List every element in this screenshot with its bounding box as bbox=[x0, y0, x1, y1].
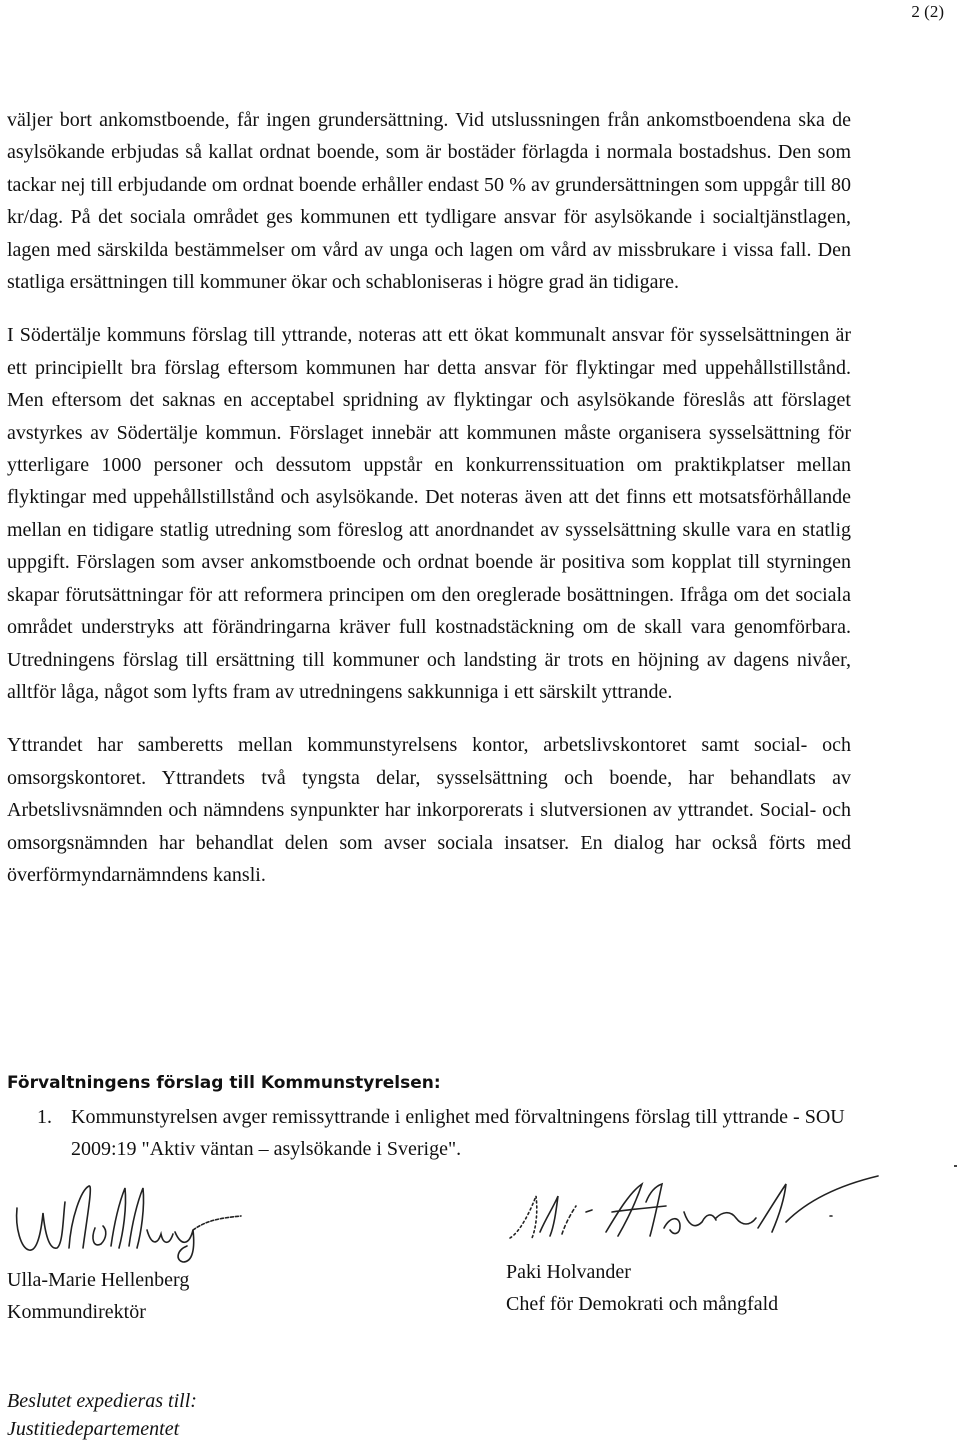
paragraph-1: väljer bort ankomstboende, får ingen grundersättning. Vid utslussningen från ankomstboendena ska de asylsökande erbjudas så kallat ordnat boende, som är bostäder förlagda i normala bostadshus. Den som tackar nej till erbjudande om ordnat boende erhåller endast 50 % av grundersättningen som uppgår till 80 kr/dag. På det sociala området ges kommunen ett tydligare ansvar för asylsökande i socialtjänstlagen, lagen med särskilda bestämmelser om vård av unga och lagen om vård av missbrukare i vissa fall. Den statliga ersättningen till kommuner ökar och schabloniseras i högre grad än tidigare. bbox=[7, 109, 851, 294]
page-number: 2 (2) bbox=[911, 2, 944, 21]
document-body bbox=[7, 104, 851, 912]
proposal-list bbox=[7, 1101, 851, 1165]
proposal-heading: Förvaltningens förslag till Kommunstyrelsen: bbox=[7, 1073, 441, 1093]
signatory-title-right: Chef för Demokrati och mångfald bbox=[506, 1293, 779, 1315]
paragraph-2: I Södertälje kommuns förslag till yttrande, noteras att ett ökat kommunalt ansvar för sysselsättningen är ett principiellt bra förslag eftersom kommunen har detta ansvar för flyktingar med uppehållstillstånd. Men eftersom det saknas en acceptabel spridning av flyktingar och asylsökande föreslås att förslaget avstyrkes av Södertälje kommun. Förslaget innebär att kommunen måste organisera sysselsättning för ytterligare 1000 personer och dessutom uppstår en konkurrenssituation om praktikplatser mellan flyktingar med uppehållstillstånd och asylsökande. Det noteras även att det finns ett motsatsförhållande mellan en tidigare statlig utredning som föreslog att anordnandet av sysselsättning skulle vara en statlig uppgift. Förslagen som avser ankomstboende och ordnat boende är positiva som kopplat till styrningen skapar förutsättningar för att reformera principen om den oreglerade bosättningen. Ifråga om det sociala området understryks att förändringarna kräver full kostnadstäckning om de skall vara genomförbara. Utredningens förslag till ersättning till kommuner och landsting är trots en höjning av dagens nivåer, alltför låga, något som lyfts fram av utredningens sakkunniga i ett särskilt yttrande. bbox=[7, 324, 851, 703]
paragraph-3: Yttrandet har samberetts mellan kommunstyrelsens kontor, arbetslivskontoret samt social- och omsorgskontoret. Yttrandets två tyngsta delar, sysselsättning och boende, har behandlats av Arbetslivsnämnden och nämndens synpunkter har inkorporerats i slutversionen av yttrandet. Social- och omsorgsnämnden har behandlat delen som avser sociala insatser. En dialog har också förts med överförmyndarnämndens kansli. bbox=[7, 734, 851, 886]
signature-left bbox=[7, 1178, 367, 1328]
handwritten-signature-left bbox=[7, 1178, 247, 1264]
proposal-item-text: Kommunstyrelsen avger remissyttrande i enlighet med förvaltningens förslag till yttrande - SOU 2009:19 "Aktiv väntan – asylsökande i Sverige". bbox=[71, 1106, 845, 1160]
handwritten-signature-right bbox=[506, 1172, 886, 1256]
proposal-item bbox=[7, 1101, 851, 1165]
expedition-block bbox=[7, 1387, 197, 1443]
signature-right bbox=[506, 1172, 906, 1320]
proposal-section bbox=[7, 1071, 851, 1165]
signatory-title-left: Kommundirektör bbox=[7, 1301, 146, 1323]
stray-ink-mark bbox=[954, 1165, 957, 1167]
proposal-item-number: 1. bbox=[37, 1106, 52, 1128]
signatory-name-right: Paki Holvander bbox=[506, 1261, 631, 1283]
expedition-label: Beslutet expedieras till: bbox=[7, 1390, 197, 1412]
expedition-recipient: Justitiedepartementet bbox=[7, 1418, 180, 1440]
signatory-name-left: Ulla-Marie Hellenberg bbox=[7, 1269, 190, 1291]
